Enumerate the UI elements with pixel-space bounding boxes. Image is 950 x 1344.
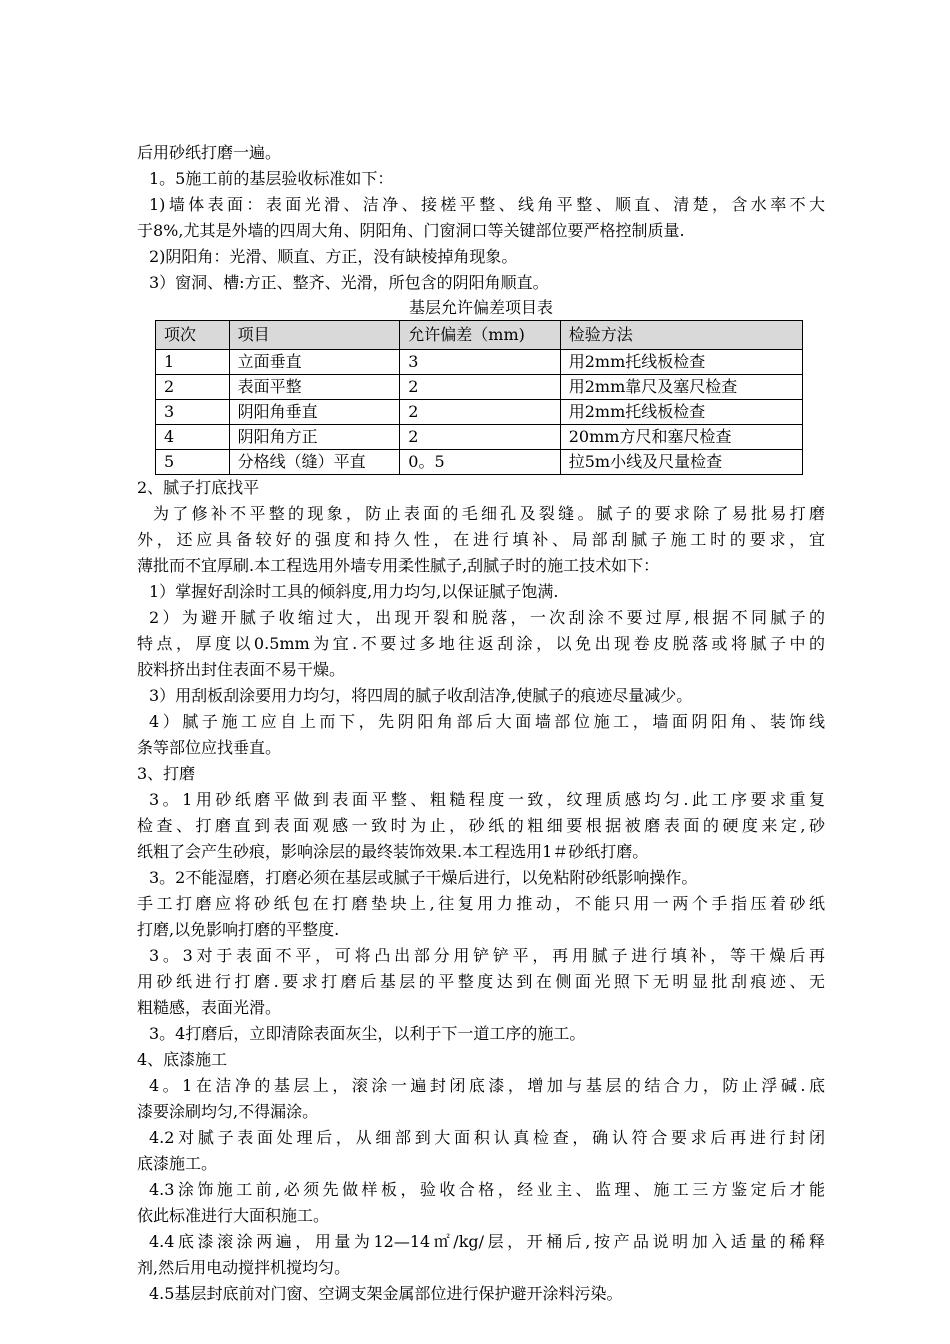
text-line: 3。1用砂纸磨平做到表面平整、粗糙程度一致，纹理质感均匀.此工序要求重复 xyxy=(149,790,825,809)
text-line: 条等部位应找垂直。 xyxy=(137,738,282,757)
text-line: 4.3涂饰施工前,必须先做样板，验收合格，经业主、监理、施工三方鉴定后才能 xyxy=(149,1180,825,1199)
bottom-paragraphs xyxy=(137,475,825,1307)
text-line: 为了修补不平整的现象，防止表面的毛细孔及裂缝。腻子的要求除了易批易打磨 xyxy=(153,504,825,523)
row-item-cell: 表面平整 xyxy=(229,375,400,400)
text-line: 4。1在洁净的基层上，滚涂一遍封闭底漆，增加与基层的结合力，防止浮碱.底 xyxy=(149,1076,825,1095)
table-row xyxy=(156,425,803,450)
text-line: 漆要涂刷均匀,不得漏涂。 xyxy=(137,1102,319,1121)
text-line: 2)阴阳角：光滑、顺直、方正，没有缺棱掉角现象。 xyxy=(149,247,518,266)
row-tolerance-cell: 2 xyxy=(400,375,560,400)
text-line: 后用砂纸打磨一遍。 xyxy=(137,143,282,162)
text-line: 4.5基层封底前对门窗、空调支架金属部位进行保护避开涂料污染。 xyxy=(149,1284,623,1303)
row-method-cell: 20mm方尺和塞尺检查 xyxy=(560,425,802,450)
text-line: 3）窗洞、槽:方正、整齐、光滑，所包含的阴阳角顺直。 xyxy=(149,273,549,292)
text-line: 4.4底漆滚涂两遍，用量为12—14㎡/kg/层，开桶后,按产品说明加入适量的稀释 xyxy=(149,1232,825,1251)
row-index-cell: 5 xyxy=(156,450,230,475)
table-row xyxy=(156,375,803,400)
row-item-cell: 阴阳角方正 xyxy=(229,425,400,450)
row-method-cell: 用2mm托线板检查 xyxy=(560,400,802,425)
row-item-cell: 阴阳角垂直 xyxy=(229,400,400,425)
row-index-cell: 2 xyxy=(156,375,230,400)
text-line: 2、腻子打底找平 xyxy=(137,478,260,497)
text-line: 4）腻子施工应自上而下，先阴阳角部后大面墙部位施工，墙面阴阳角、装饰线 xyxy=(149,712,825,731)
row-tolerance-cell: 2 xyxy=(400,425,560,450)
text-line: 薄批而不宜厚刷.本工程选用外墙专用柔性腻子,刮腻子时的施工技术如下： xyxy=(137,556,660,575)
header-cell-item: 项目 xyxy=(229,321,400,350)
text-line: 依此标准进行大面积施工。 xyxy=(137,1206,330,1225)
text-line: 3。2不能湿磨，打磨必须在基层或腻子干燥后进行，以免粘附砂纸影响操作。 xyxy=(149,868,698,887)
row-index-cell: 4 xyxy=(156,425,230,450)
text-line: 外，还应具备较好的强度和持久性，在进行填补、局部刮腻子施工时的要求，宜 xyxy=(137,530,825,549)
text-line: 胶料挤出封住表面不易干燥。 xyxy=(137,660,346,679)
row-method-cell: 拉5m小线及尺量检查 xyxy=(560,450,802,475)
table-row xyxy=(156,450,803,475)
top-paragraphs xyxy=(137,140,825,296)
row-item-cell: 立面垂直 xyxy=(229,350,400,375)
table-header-row xyxy=(156,321,803,350)
text-line: 打磨,以免影响打磨的平整度. xyxy=(137,920,340,939)
text-line: 4、底漆施工 xyxy=(137,1050,228,1069)
row-item-cell: 分格线（缝）平直 xyxy=(229,450,400,475)
header-cell-tolerance: 允许偏差（mm) xyxy=(400,321,560,350)
text-line: 3。4打磨后，立即清除表面灰尘，以利于下一道工序的施工。 xyxy=(149,1024,586,1043)
text-line: 1)墙体表面：表面光滑、洁净、接槎平整、线角平整、顺直、清楚，含水率不大 xyxy=(149,195,825,214)
row-index-cell: 1 xyxy=(156,350,230,375)
header-cell-index: 项次 xyxy=(156,321,230,350)
row-index-cell: 3 xyxy=(156,400,230,425)
text-line: 于8%,尤其是外墙的四周大角、阴阳角、门窗洞口等关键部位要严格控制质量. xyxy=(137,221,685,240)
table-caption: 基层允许偏差项目表 xyxy=(408,298,553,317)
deviation-table xyxy=(155,320,803,475)
text-line: 手工打磨应将砂纸包在打磨垫块上,往复用力推动，不能只用一两个手指压着砂纸 xyxy=(137,894,825,913)
text-line: 3）用刮板刮涂要用力均匀，将四周的腻子收刮洁净,使腻子的痕迹尽量减少。 xyxy=(149,686,693,705)
table-row xyxy=(156,400,803,425)
row-method-cell: 用2mm靠尺及塞尺检查 xyxy=(560,375,802,400)
document-page xyxy=(137,140,825,1307)
text-line: 3。3对于表面不平，可将凸出部分用铲铲平，再用腻子进行填补，等干燥后再 xyxy=(149,946,825,965)
row-tolerance-cell: 2 xyxy=(400,400,560,425)
table-row xyxy=(156,350,803,375)
text-line: 4.2对腻子表面处理后，从细部到大面积认真检查，确认符合要求后再进行封闭 xyxy=(149,1128,825,1147)
row-tolerance-cell: 0。5 xyxy=(400,450,560,475)
text-line: 粗糙感，表面光滑。 xyxy=(137,998,282,1017)
row-tolerance-cell: 3 xyxy=(400,350,560,375)
text-line: 检查、打磨直到表面观感一致时为止，砂纸的粗细要根据被磨表面的硬度来定,砂 xyxy=(137,816,825,835)
text-line: 2）为避开腻子收缩过大，出现开裂和脱落，一次刮涂不要过厚,根据不同腻子的 xyxy=(149,608,825,627)
text-line: 纸粗了会产生砂痕，影响涂层的最终装饰效果.本工程选用1＃砂纸打磨。 xyxy=(137,842,649,861)
text-line: 3、打磨 xyxy=(137,764,196,783)
row-method-cell: 用2mm托线板检查 xyxy=(560,350,802,375)
text-line: 用砂纸进行打磨.要求打磨后基层的平整度达到在侧面光照下无明显批刮痕迹、无 xyxy=(137,972,825,991)
text-line: 1。5施工前的基层验收标准如下： xyxy=(149,169,394,188)
header-cell-method: 检验方法 xyxy=(560,321,802,350)
text-line: 剂,然后用电动搅拌机搅均匀。 xyxy=(137,1258,351,1277)
text-line: 1）掌握好刮涂时工具的倾斜度,用力均匀,以保证腻子饱满. xyxy=(149,582,559,601)
text-line: 特点，厚度以0.5mm为宜.不要过多地往返刮涂，以免出现卷皮脱落或将腻子中的 xyxy=(137,634,825,653)
table-body xyxy=(156,350,803,475)
text-line: 底漆施工。 xyxy=(137,1154,218,1173)
